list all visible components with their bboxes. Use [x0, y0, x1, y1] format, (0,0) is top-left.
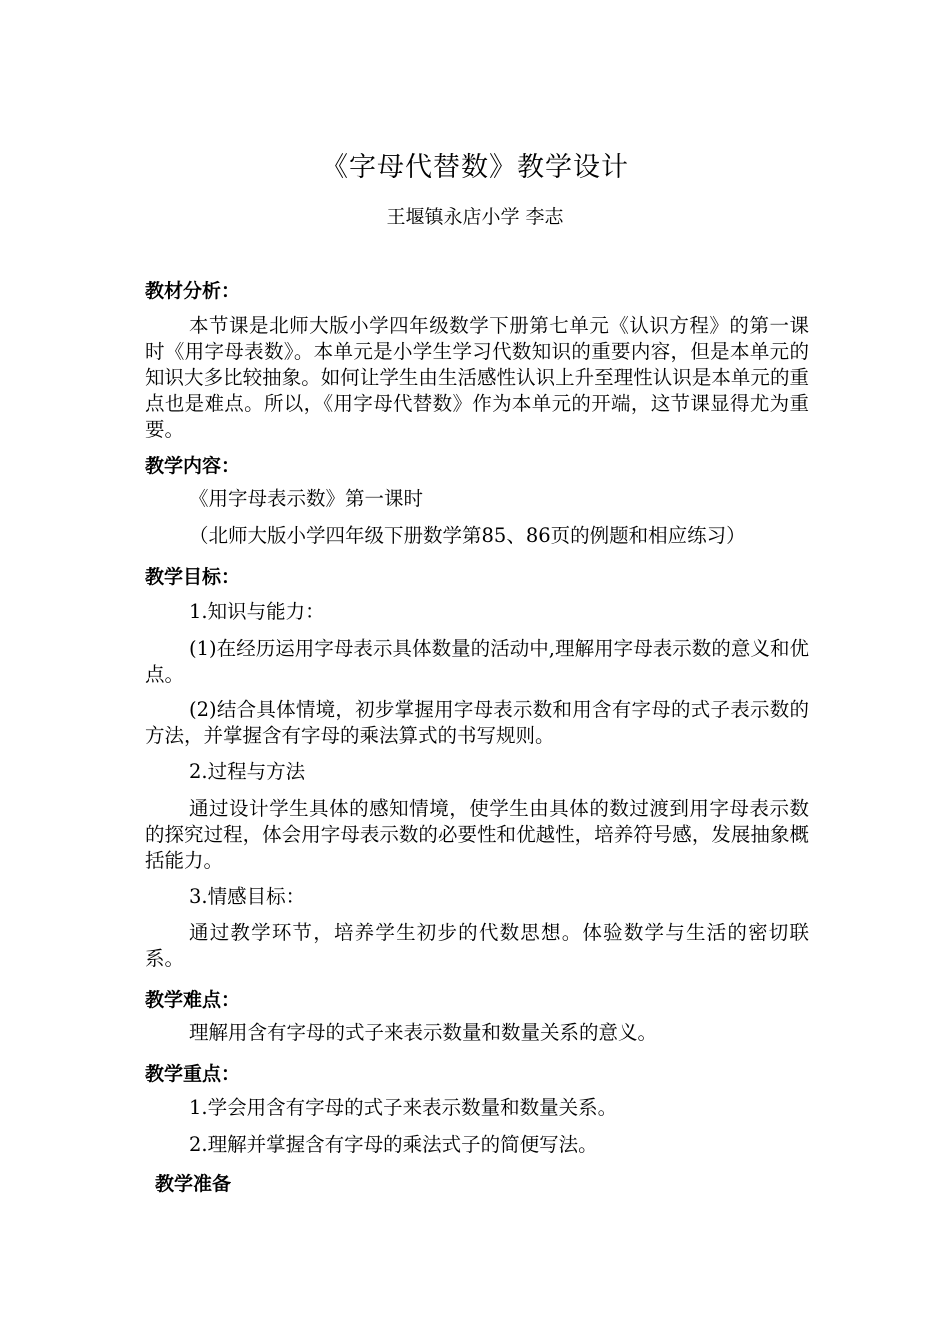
- material-paragraph: 本节课是北师大版小学四年级数学下册第七单元《认识方程》的第一课时《用字母表数》。本单元是小学生学习代数知识的重要内容，但是本单元的知识大多比较抽象。如何让学生由生活感性认识上升至理性认识是本单元的重点也是难点。所以，《用字母代替数》作为本单元的开端，这节课显得尤为重要。: [145, 314, 809, 441]
- goal-2-title: 2.过程与方法: [189, 760, 306, 783]
- content-heading: 教学内容：: [145, 455, 241, 477]
- key-point-1: 1.学会用含有字母的式子来表示数量和数量关系。: [189, 1096, 618, 1119]
- goal-1-item-2: (2)结合具体情境，初步掌握用字母表示数和用含有字母的式子表示数的方法，并掌握含有字母的乘法算式的书写规则。: [145, 698, 809, 747]
- content-line-2: （北师大版小学四年级下册数学第85、86页的例题和相应练习）: [189, 524, 746, 547]
- document-title: 《字母代替数》教学设计: [321, 152, 629, 183]
- difficulty-heading: 教学难点：: [145, 989, 241, 1011]
- goal-1-item-1: (1)在经历运用字母表示具体数量的活动中,理解用字母表示数的意义和优点。: [145, 637, 809, 686]
- key-point-2: 2.理解并掌握含有字母的乘法式子的简便写法。: [189, 1133, 598, 1156]
- difficulty-text: 理解用含有字母的式子来表示数量和数量关系的意义。: [189, 1021, 658, 1044]
- content-line-1: 《用字母表示数》第一课时: [189, 487, 424, 510]
- goal-3-title: 3.情感目标：: [189, 885, 306, 908]
- material-heading: 教材分析：: [145, 280, 241, 302]
- document-author: 王堰镇永店小学 李志: [386, 206, 564, 228]
- goal-3-paragraph: 通过教学环节，培养学生初步的代数思想。体验数学与生活的密切联系。: [145, 921, 809, 970]
- preparation-heading: 教学准备: [155, 1173, 232, 1195]
- key-points-heading: 教学重点：: [145, 1063, 241, 1085]
- goals-heading: 教学目标：: [145, 566, 241, 588]
- goal-2-paragraph: 通过设计学生具体的感知情境，使学生由具体的数过渡到用字母表示数的探究过程，体会用字母表示数的必要性和优越性，培养符号感，发展抽象概括能力。: [145, 797, 809, 872]
- goal-1-title: 1.知识与能力：: [189, 600, 325, 623]
